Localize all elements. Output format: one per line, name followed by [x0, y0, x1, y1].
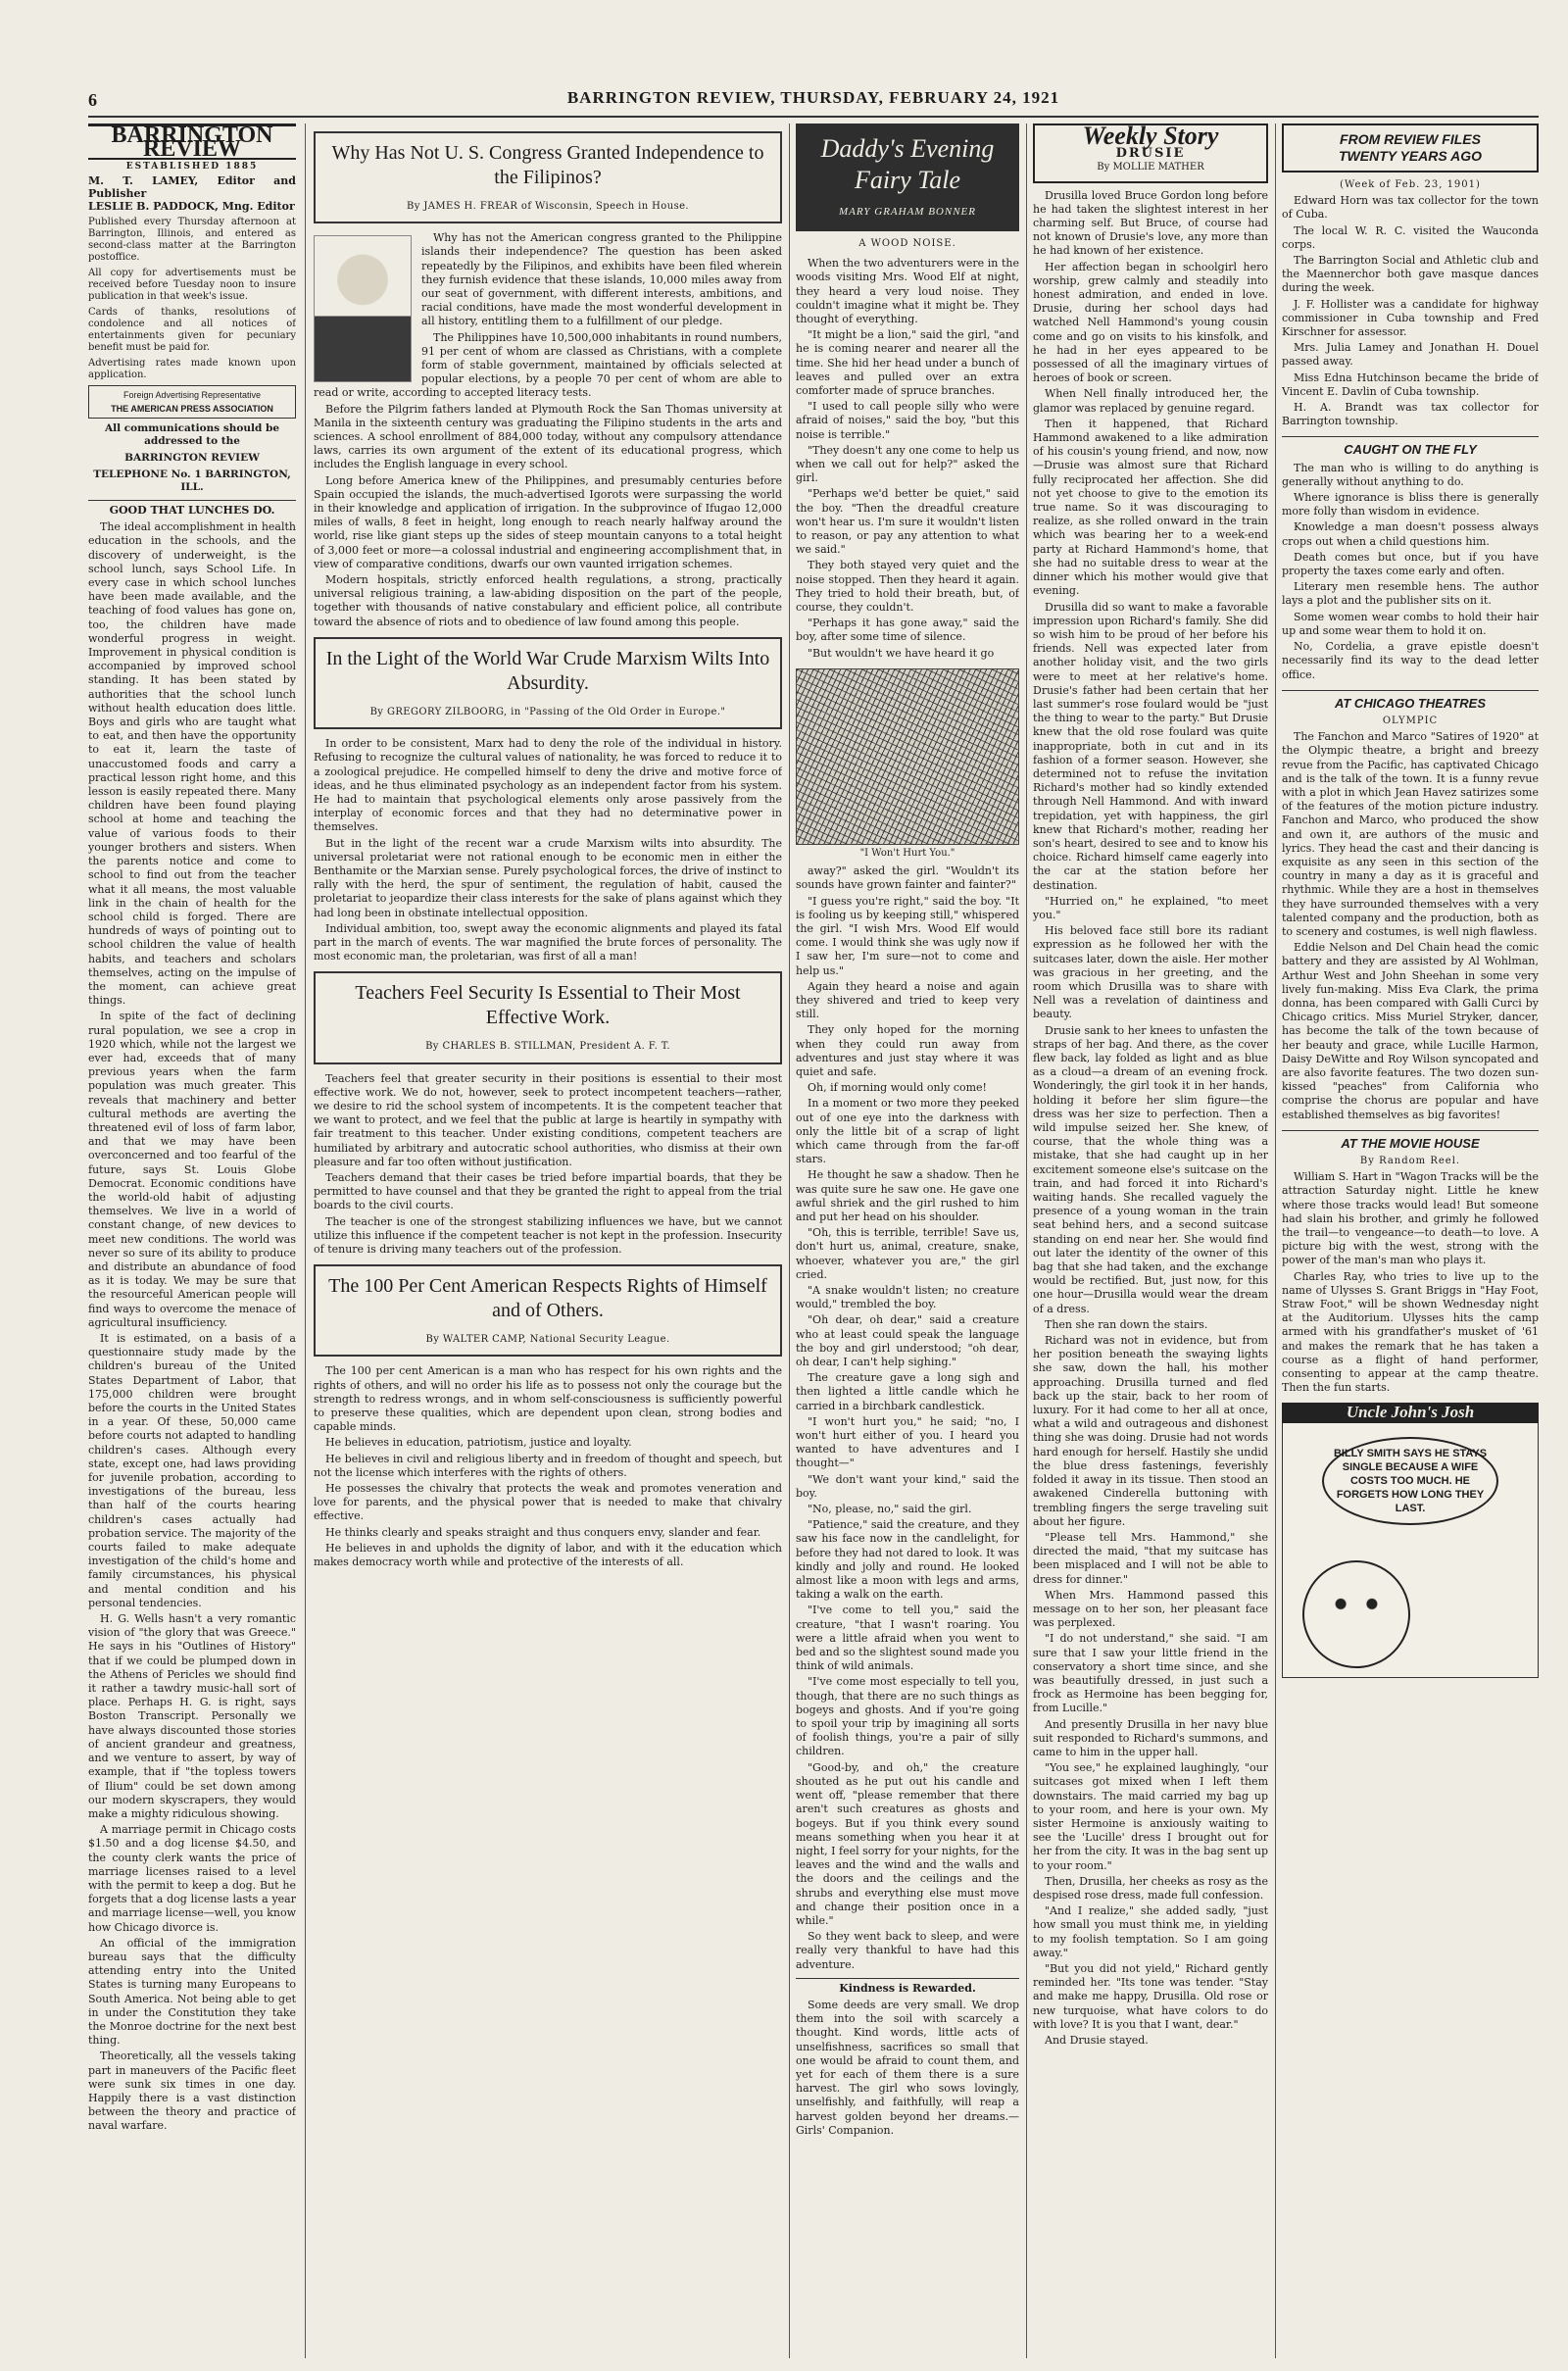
story-paragraph: The creature gave a long sigh and then lighted a little candle which he carried in a birchbark candlestick.	[796, 1371, 1019, 1412]
story-paragraph: "Oh dear, oh dear," said a creature who at least could speak the language the boy and girl understood; "oh dear, oh dear, I can't help sighing."	[796, 1313, 1019, 1368]
chicago-theatres-heading: AT CHICAGO THEATRES	[1282, 690, 1539, 711]
story-byline: By MOLLIE MATHER	[1097, 162, 1204, 173]
story-paragraph: "No, please, no," said the girl.	[808, 1503, 972, 1516]
story-paragraph: "It might be a lion," said the girl, "and he is coming nearer and nearer all the time. She hid her head under a bunch of leaves and pulled over an extra comforter made of spruce branches.	[796, 328, 1019, 398]
communications-line: BARRINGTON REVIEW	[124, 452, 260, 465]
author-portrait	[314, 235, 412, 382]
article-paragraph: Why has not the American congress granted to the Philippine islands their independence? The question has been asked repeatedly by the Filipinos, and exhibits have been filed wherein they furnish evidence that these islands, 10,000 miles away from our seat of government, with different interests, ambitions, and racial conditions, have made the most wonderful development in all history, entitling them to a fulfillment of our pledge.	[421, 231, 782, 328]
story-paragraph: Oh, if morning would only come!	[808, 1081, 987, 1095]
article-title: Why Has Not U. S. Congress Granted Independence to the Filipinos?	[331, 142, 764, 188]
article-headline-box	[314, 637, 782, 729]
story-paragraph: Then, Drusilla, her cheeks as rosy as the despised rose dress, made full confession.	[1033, 1874, 1268, 1902]
article-paragraph: He possesses the chivalry that protects the weak and promotes veneration and love for parents, and the physical power that is needed to make that chivalry effective.	[314, 1482, 782, 1523]
story-paragraph: away?" asked the girl. "Wouldn't its sounds have grown fainter and fainter?"	[796, 864, 1019, 892]
story-paragraph: "I guess you're right," said the boy. "It is fooling us by keeping still," whispered the girl. "I wish Mrs. Wood Elf would come. I would think she was ugly now if I saw her, I'm sure—not to come and help us."	[796, 894, 1019, 977]
quip-item: Where ignorance is bliss there is generally more folly than wisdom in evidence.	[1282, 491, 1539, 519]
story-paragraph: "I do not understand," she said. "I am sure that I saw your little friend in the conservatory a short time since, and she was beautifully dressed, in just such a frock as Hermoine has been begging for, from Lucille."	[1033, 1632, 1268, 1715]
files-item: The Barrington Social and Athletic club and the Maennerchor both gave masque dances during the week.	[1282, 254, 1539, 295]
story-paragraph: When the two adventurers were in the woods visiting Mrs. Wood Elf at night, they heard a very loud noise. They couldn't imagine what it might be. They thought of everything.	[796, 257, 1019, 326]
story-paragraph: And presently Drusilla in her navy blue suit responded to Richard's summons, and came to him in the upper hall.	[1033, 1717, 1268, 1758]
article-paragraph: Modern hospitals, strictly enforced health regulations, a strong, practically universal religious training, a law-abiding disposition on the part of the people, together with thousands of native constabulary and efficient police, all contribute toward the absence of riots and to obedience of law found among this people.	[314, 573, 782, 628]
copy-notice: All copy for advertisements must be received before Tuesday noon to insure publication in that week's issue.	[88, 267, 296, 302]
movie-house-heading: AT THE MOVIE HOUSE	[1282, 1130, 1539, 1151]
caught-on-fly-heading: CAUGHT ON THE FLY	[1282, 436, 1539, 457]
article-paragraph: He thinks clearly and speaks straight and thus conquers envy, slander and fear.	[325, 1525, 761, 1539]
article-byline: By WALTER CAMP, National Security League.	[425, 1334, 670, 1346]
story-paragraph: "A snake wouldn't listen; no creature would," trembled the boy.	[796, 1283, 1019, 1311]
cards-notice: Cards of thanks, resolutions of condolence and all notices of entertainments given for pecuniary benefit must be paid for.	[88, 306, 296, 353]
story-paragraph: Then it happened, that Richard Hammond awakened to a like admiration of his cousin's young friend, and now, now—Drusie was almost sure that Richard fully reciprocated her affection. She did not yet choose to give to the emotion its true name. So it was discouraging to realize, as she rolled onward in the train which was bearing her to a week-end party at Richard Hammond's home, that she had no suitable dress to wear at the dinner which his mother would give that evening.	[1033, 417, 1268, 598]
theatre-paragraph: The Fanchon and Marco "Satires of 1920" at the Olympic theatre, a bright and breezy revue from the Pacific, has captivated Chicago and is the talk of the town. It is a funny revue with a plot in which Jean Havez satirizes some of the features of the motion picture industry. Fanchon and Marco, who produced the show and own it, are authors of the music and lyrics. They head the cast and their dancing is exquisite as any seen in this section of the country in many a day as it is graceful and rhythmic. While they are a host in themselves they have surrounded themselves with a very talented company and the production, both as to scenery and costumes, is well nigh flawless.	[1282, 730, 1539, 938]
article-byline: By GREGORY ZILBOORG, in "Passing of the Old Order in Europe."	[369, 706, 726, 717]
page-header	[88, 88, 1539, 118]
article-paragraph: In order to be consistent, Marx had to deny the role of the individual in history. Refusing to recognize the cultural values of nationality, he was forced to reduce it to a zoological prejudice. He compelled himself to deny the drive and motive force of ideas, and he thus eliminated psychology as an independent factor from his system. He had to maintain that psychological elements only arose passively from the interplay of economic forces and that they had no determinative power in themselves.	[314, 737, 782, 834]
communications-line: All communications should be addressed to the	[104, 422, 280, 448]
story-paragraph: Drusie sank to her knees to unfasten the straps of her bag. And there, as the cover flew back, lay folded as light and as blue as a cloud—a dream of an evening frock. Wonderingly, the girl took it in her hands, holding it before her slim figure—the dress was her size to perfection. Then a wild impulse seized her. She knew, of course, that the whole thing was a mistake, that she had caught up in her excitement someone else's suitcase on the train, and had forced it into Richard's waiting hands. She recalled vaguely the presence of a young woman in the train seat behind hers, and a second suitcase standing on end near her. She would find out later the identity of the owner of this bag that she had taken, and the exchange would be rectified. But, just now, for this one hour—Drusilla would wear the dream of a dress.	[1033, 1023, 1268, 1315]
rates-notice: Advertising rates made known upon application.	[88, 357, 296, 380]
story-paragraph: Richard was not in evidence, but from her position beneath the swaying lights she saw, down the hall, his mother approaching. Drusilla turned and fled back up the stair, back to her room of luxury. For it had come to her all at once, what a wild and outrageous and dishonest thing she was doing. Drusie had not words hard enough for herself. Hastily she undid the blue dress fastenings, feverishly folded it away in its tissue. Then stood an awakened Cinderella buttoning with trembling fingers the serge traveling suit about her figure.	[1033, 1334, 1268, 1528]
article-headline-box	[314, 971, 782, 1063]
column-divider	[789, 123, 790, 2358]
story-paragraph: His beloved face still bore its radiant expression as he followed her with the suitcases later, down the aisle. Her mother was gracious in her greeting, and the room which Drusilla was to share with Nell was a revelation of daintiness and beauty.	[1033, 924, 1268, 1021]
files-item: Edward Horn was tax collector for the town of Cuba.	[1282, 194, 1539, 222]
article-paragraph: He believes in civil and religious liberty and in freedom of thought and speech, but not the license which interferes with the rights of others.	[314, 1452, 782, 1479]
week-label: (Week of Feb. 23, 1901)	[1340, 179, 1481, 190]
files-item: Mrs. Julia Lamey and Jonathan H. Douel passed away.	[1282, 341, 1539, 369]
story-name: DRUSIE	[1115, 146, 1186, 162]
header-rule	[88, 116, 1539, 118]
story-paragraph: "And I realize," she added sadly, "just how small you must think me, in yielding to my foolish temptation. So I am going away."	[1033, 1904, 1268, 1959]
files-item: Miss Edna Hutchinson became the bride of Vincent E. Davlin of Cuba township.	[1282, 370, 1539, 398]
article-byline: By CHARLES B. STILLMAN, President A. F. T.	[425, 1041, 670, 1053]
files-item: H. A. Brandt was tax collector for Barrington township.	[1282, 401, 1539, 428]
article-paragraph: But in the light of the recent war a crude Marxism wilts into absurdity. The universal proletariat were not rational enough to be economic men in either the Benthamite or the Marxian sense. Purely psychological forces, the drive of instinct to rally with the herd, the spur of sentiment, the regulation of habit, caused the proletariat to jeopardize their class interests for the sake of plans against which they had long been in obstinate intellectual opposition.	[314, 836, 782, 919]
ad-rep-name: THE AMERICAN PRESS ASSOCIATION	[111, 403, 273, 414]
story-paragraph: And Drusie stayed.	[1045, 2034, 1149, 2048]
article-title: Teachers Feel Security Is Essential to Their Most Effective Work.	[355, 982, 741, 1029]
quip-item: The man who is willing to do anything is generally without anything to do.	[1282, 461, 1539, 488]
communications-line: TELEPHONE No. 1 BARRINGTON, ILL.	[93, 469, 291, 494]
page-number: 6	[88, 90, 98, 110]
quip-item: Literary men resemble hens. The author lays a plot and the publisher sits on it.	[1282, 580, 1539, 608]
editor-line: M. T. LAMEY, Editor and Publisher	[88, 173, 296, 200]
story-paragraph: "But wouldn't we have heard it go	[808, 646, 995, 660]
quip-item: Knowledge a man doesn't possess always crops out when a child questions him.	[1282, 520, 1539, 548]
story-paragraph: "Good-by, and oh," the creature shouted as he put out his candle and went off, "please remember that there aren't such creatures as ghosts and bogeys. But if you think every sound means something when you hear it at night, I feel sorry for your nights, for the leaves and the wind and the walls and the doors and the ceilings and the shrubs and everything else must move and change their position once in a while."	[796, 1760, 1019, 1927]
quip-item: No, Cordelia, a grave epistle doesn't necessarily find its way to the dead letter office.	[1282, 640, 1539, 681]
editorial-paragraph: H. G. Wells hasn't a very romantic vision of "the glory that was Greece." He says in his "Outlines of History" that if we could be plumped down in the Athens of Pericles we should find it rather a tawdry music-hall sort of place. Perhaps H. G. is right, says Boston Transcript. Personally we have always discounted those stories of ancient grandeur and greatness, and we venture to assert, by way of example, that if "the topless towers of Ilium" could be set down among our modern skyscrapers, they would make a mighty ridiculous showing.	[88, 1612, 296, 1820]
story-paragraph: "They doesn't any one come to help us when we call out for help?" asked the girl.	[796, 443, 1019, 485]
cartoon-face-icon	[1302, 1560, 1410, 1668]
column-fairy-tale	[796, 123, 1019, 2358]
story-paragraph: When Nell finally introduced her, the glamor was replaced by genuine regard.	[1033, 387, 1268, 415]
established-line: ESTABLISHED 1885	[125, 162, 259, 173]
article-title: The 100 Per Cent American Respects Rights of Himself and of Others.	[328, 1275, 767, 1322]
story-paragraph: "Hurried on," he explained, "to meet you."	[1033, 894, 1268, 921]
header-title: BARRINGTON REVIEW, THURSDAY, FEBRUARY 24, 1921	[566, 88, 1060, 107]
movie-paragraph: William S. Hart in "Wagon Tracks will be the attraction Saturday night. Little he knew where those tracks would lead! But someone had slain his brother, and grimly he followed the trail—to vengeance—to death—to love. A picture big with the west, strong with the power of the man's man who plays it.	[1282, 1170, 1539, 1267]
article-title: In the Light of the World War Crude Marxism Wilts Into Absurdity.	[325, 647, 770, 694]
column-opinion	[314, 123, 782, 2358]
ad-rep-label: Foreign Advertising Representative	[122, 389, 262, 400]
illustration-caption: "I Won't Hurt You."	[859, 847, 956, 859]
editorial-paragraph: A marriage permit in Chicago costs $1.50 and a dog license $4.50, and the county clerk wants the price of marriage licenses raised to a level with the permit to keep a dog. But he forgets that a dog license lasts a year and marriage license—well, you know how Chicago divorce is.	[88, 1823, 296, 1934]
article-headline-box	[314, 1264, 782, 1357]
article-paragraph: Individual ambition, too, swept away the economic alignments and played its fatal part in the march of events. The war magnified the brute forces of personality. The most economic man, the proletarian, was first of all a man!	[314, 921, 782, 963]
article-paragraph: Before the Pilgrim fathers landed at Plymouth Rock the San Thomas university at Manila in the sixteenth century was graduating the Filipino students in the arts and sciences. A school enrollment of 884,000 today, without any compulsory attendance laws, carries its own argument of the extent of its educational progress, which includes the English language in every school.	[314, 402, 782, 471]
review-files-header	[1282, 123, 1539, 173]
cartoon-speech-bubble: BILLY SMITH SAYS HE STAYS SINGLE BECAUSE A WIFE COSTS TOO MUCH. HE FORGETS HOW LONG THEY LAST.	[1322, 1437, 1498, 1525]
story-paragraph: They only hoped for the morning when they could run away from adventures and just stay where it was quiet and safe.	[796, 1023, 1019, 1078]
ad-representative-box	[88, 385, 296, 419]
story-paragraph: In a moment or two more they peeked out of one eye into the darkness with only the little bit of a scrap of light which came through from the far-off stars.	[796, 1097, 1019, 1166]
article-paragraph: The teacher is one of the strongest stabilizing influences we have, but we cannot utilize this influence if the competent teacher is not kept in the profession. Insecurity of tenure is driving many teachers out of the profession.	[314, 1214, 782, 1256]
editorial-heading: GOOD THAT LUNCHES DO.	[88, 500, 296, 518]
story-paragraph: Drusilla did so want to make a favorable impression upon Richard's family. She did so wish him to be proud of her before his friends. Nell was expected later from another holiday visit, and the two girls were to meet at her relative's home. Drusie's father had been certain that her last summer's rose foulard would be "just the thing to wear to the party." But Drusie knew that the old rose foulard was quite inappropriate, both in cut and in its fashion of a former season. However, she determined not to refuse the invitation Richard's mother had so kindly extended through Nell Hammond. And with inward trepidation, yet with happiness, the girl knew that Richard's mother, reading her son's heart, desired to see and to know his choice. Richard himself came eagerly into the car at the station before her destination.	[1033, 600, 1268, 892]
movie-paragraph: Charles Ray, who tries to live up to the name of Ulysses S. Grant Briggs in "Hay Foot, Straw Foot," will be shown Wednesday night at the Auditorium. Ulysses hits the camp armed with his grandfather's musket of '61 and makes the remark that he has taken a course as a flight of hand performer, consenting to appear at the camp theatre. Then the fun starts.	[1282, 1269, 1539, 1395]
quip-item: Death comes but once, but if you have property the taxes come early and often.	[1282, 550, 1539, 578]
story-paragraph: Drusilla loved Bruce Gordon long before he had taken the slightest interest in her charming self. But Bruce, of course had not known of Drusie's love, any more than he had known of her existence.	[1033, 188, 1268, 258]
movie-byline: By Random Reel.	[1359, 1156, 1461, 1166]
story-illustration	[796, 668, 1019, 845]
story-paragraph: So they went back to sleep, and were really very thankful to have had this adventure.	[796, 1930, 1019, 1971]
quip-item: Some women wear combs to hold their hair up and some wear them to hold it on.	[1282, 610, 1539, 637]
editor-line: LESLIE B. PADDOCK, Mng. Editor	[88, 199, 295, 213]
article-byline: By JAMES H. FREAR of Wisconsin, Speech in House.	[406, 201, 689, 212]
article-paragraph: Teachers demand that their cases be tried before impartial boards, that they be permitted to have counsel and that they be granted the right to appeal from the trial boards to the civil courts.	[314, 1170, 782, 1212]
story-paragraph: Again they heard a noise and again they shivered and tried to keep very still.	[796, 979, 1019, 1021]
theatre-name: OLYMPIC	[1382, 715, 1439, 726]
story-paragraph: "You see," he explained laughingly, "our suitcases got mixed when I left them downstairs. The maid carried my bag up to your room, and here is your own. My sister Hermoine is anxiously waiting to see the 'Lucille' dress I brought out for her from the city. It was in the bag sent up to your room."	[1033, 1761, 1268, 1872]
review-files-title: FROM REVIEW FILES	[1340, 131, 1481, 147]
article-paragraph: The Philippines have 10,500,000 inhabitants in round numbers, 91 per cent of whom are classed as Christians, with a complete form of stable government, maintained by officials selected at popular elections, by a people 70 per cent of whom are able to read or write, according to accepted literacy tests.	[314, 330, 782, 400]
article-paragraph: He believes in education, patriotism, justice and loyalty.	[325, 1436, 632, 1450]
column-divider	[305, 123, 306, 2358]
story-paragraph: "But you did not yield," Richard gently reminded her. "Its tone was tender. "Stay and make me happy, Drusilla. Old rose or new turquoise, what have colors to do with love? It is you that I want, dear."	[1033, 1962, 1268, 2031]
editorial-paragraph: In spite of the fact of declining rural population, we see a crop in 1920 which, while not the largest we ever had, exceeds that of many previous years when the farm population was much greater. This reveals that machinery and better cultural methods are averting the threatened evil of loss of farm labor, and that we may have been overconcerned and too fearful of the future, says St. Louis Globe Democrat. Economic conditions have the world-old habit of adjusting themselves. We live in a world of constant change, of new devices to meet new conditions. The world was never so sure of its ability to produce and distribute an abundance of food as it is today. We may be sure that the resourceful American people will find ways to overcome the menace of agricultural insufficiency.	[88, 1010, 296, 1329]
fairy-tale-banner	[796, 123, 1019, 231]
story-paragraph: He thought he saw a shadow. Then he was quite sure he saw one. He gave one awful shriek and the girl rushed to him and put her head on his shoulder.	[796, 1168, 1019, 1223]
story-paragraph: "I've come to tell you," said the creature, "that I wasn't roaring. You were a little afraid when you went to bed and so the slightest sound made you think of wild animals.	[796, 1604, 1019, 1673]
story-paragraph: "Perhaps we'd better be quiet," said the boy. "Then the dreadful creature won't hear us. I'm sure it wouldn't listen to reason, or pay any attention to what we said."	[796, 487, 1019, 557]
article-paragraph: Long before America knew of the Philippines, and presumably centuries before Spain occupied the islands, the much-advertised Igorots were surpassing the world in their knowledge and application of irrigation. In the subprovince of Ifugao 12,000 miles of walls, 8 feet in height, long enough to reach nearly halfway around the world, rise like giant steps up the sides of steep mountain canyons to a total height of 3,000 feet or more—a colossal industrial and engineering accomplishment that, in view of comparative conditions, dwarfs our own vaunted irrigation schemes.	[314, 473, 782, 570]
story-paragraph: "Please tell Mrs. Hammond," she directed the maid, "that my suitcase has been misplaced and I will not be able to dress for dinner."	[1033, 1530, 1268, 1586]
editorial-paragraph: The ideal accomplishment in health education in the schools, and the discovery of underweight, is the school lunch, says School Life. In every case in which school lunches have been made available, and the teaching of food values has gone on, too, the children have made wonderful progress in weight. Improvement in physical condition is accompanied by improved school standing. It has been stated by authorities that the school lunch without health education does little. Boys and girls who are taught what to eat, and then have the opportunity to eat it, learn the taste of unaccustomed foods and carry a practical lesson right home, and this lesson is easily repeated there. Many children have been found playing school at home and teaching the value of various foods to their younger brothers and sisters. When the parents notice and come to school to find out from the teacher what it all means, the most valuable link in the chain of health for the school child is forged. There are hundreds of ways of pointing out to school children the value of health habits, and teachers and scholars themselves, acting on the impulse of the moment, can achieve great things.	[88, 520, 296, 1008]
story-paragraph: "I won't hurt you," he said; "no, I won't hurt either of you. I heard you wanted to have adventures and I thought—"	[796, 1414, 1019, 1470]
theatre-paragraph: Eddie Nelson and Del Chain head the comic battery and they are assisted by Al Wohlman, Arthur West and John Sheehan in some very lively fun-making. Miss Eva Clark, the prima donna, has been compared with Galli Curci by Chicago critics. Miss Muriel Stryker, dancer, has become the talk of the town because of her beauty and grace, while Lucille Harmon, Daisy DeWitte and Roy Wilson syncopated and are also favorite features. The two dozen sun-kissed "peaches" from California who comprise the chorus are popular and have established themselves as big favorites!	[1282, 941, 1539, 1121]
story-paragraph: "We don't want your kind," said the boy.	[796, 1472, 1019, 1500]
files-item: The local W. R. C. visited the Wauconda corps.	[1282, 223, 1539, 251]
editorial-paragraph: An official of the immigration bureau says that the difficulty attending entry into the United States is turning many Europeans to South America. Not being able to get in under the Constitution they take the Monroe doctrine for the next best thing.	[88, 1936, 296, 2048]
story-paragraph: "Patience," said the creature, and they saw his face now in the candlelight, for before they had not dared to look. It was kindly and jolly and round. He looked almost like a moon with legs and arms, taking a walk on the earth.	[796, 1518, 1019, 1602]
column-divider	[1026, 123, 1027, 2358]
article-paragraph: He believes in and upholds the dignity of labor, and with it the education which makes democracy worth while and protective of the interests of all.	[314, 1541, 782, 1569]
nameplate: BARRINGTON REVIEW	[88, 123, 296, 160]
fairy-tale-banner-title: Daddy's Evening Fairy Tale	[820, 134, 995, 194]
column-features	[1282, 123, 1539, 2358]
story-paragraph: When Mrs. Hammond passed this message on to her son, her pleasant face was perplexed.	[1033, 1588, 1268, 1630]
weekly-story-header	[1033, 123, 1268, 183]
story-paragraph: They both stayed very quiet and the noise stopped. Then they heard it again. They tried to hold their breath, but, of course, they couldn't.	[796, 559, 1019, 615]
story-paragraph: Her affection began in schoolgirl hero worship, grew calmly and steadily into honest admiration, and ended in love. Drusie, during her school days had watched Nell Hammond's young cousin come and go on visits to his kinsfolk, and he had in her eyes appeared to be possessed of all the imaginary virtues of heroes of book or screen.	[1033, 260, 1268, 385]
cartoon-title: Uncle John's Josh	[1282, 1403, 1539, 1422]
publication-notice: Published every Thursday afternoon at Barrington, Illinois, and entered as second-class matter at the Barrington postoffice.	[88, 216, 296, 263]
story-paragraph: "Perhaps it has gone away," said the boy, after some time of silence.	[796, 617, 1019, 644]
kindness-heading: Kindness is Rewarded.	[796, 1978, 1019, 1996]
story-paragraph: "I've come most especially to tell you, though, that there are no such things as bogeys and ghosts. And if you're going to spoil your trip by imagining all sorts of foolish things, you're a pair of silly children.	[796, 1675, 1019, 1758]
article-paragraph: The 100 per cent American is a man who has respect for his own rights and the rights of others, and will no order his life as to possess not only the courage but the strength to redress wrongs, and in whom self-consciousness is sufficiently powerful to preserve these qualities, which are dependent upon clean, strong bodies and capable minds.	[314, 1364, 782, 1434]
review-files-subtitle: TWENTY YEARS AGO	[1339, 148, 1482, 164]
editorial-paragraph: Theoretically, all the vessels taking part in maneuvers of the Pacific fleet were sunk six times in one day. Happily there is a vast distinction between the theory and practice of naval warfare.	[88, 2050, 296, 2133]
article-paragraph: Teachers feel that greater security in their positions is essential to their most effective work. We do not, however, seek to protect incompetent teachers—rather, we desire to rid the school system of incompetents. It is the competent teacher that we want to protect, and we feel that the public at large is heartily in sympathy with fair treatment to this teacher. Under existing conditions, competent teachers are humiliated by arbitrary and autocratic school authorities, who dismiss at their own pleasure and far too often without justification.	[314, 1071, 782, 1168]
weekly-story-title: Weekly Story	[1082, 123, 1219, 150]
story-paragraph: Then she ran down the stairs.	[1045, 1317, 1208, 1331]
article-headline-box	[314, 131, 782, 223]
column-weekly-story	[1033, 123, 1268, 2358]
kindness-paragraph: Some deeds are very small. We drop them into the soil with scarcely a thought. Kind words, little acts of unselfishness, sacrifices so small that one would be afraid to count them, and yet for each of them there is a sure harvest. The girl who sows lovingly, unselfishly, and faithfully, will reap a harvest golden beyond her dreams.—Girls' Companion.	[796, 1998, 1019, 2137]
editorial-paragraph: It is estimated, on a basis of a questionnaire study made by the children's bureau of the United States Department of Labor, that 175,000 children were brought before the courts in the United States in a year. Of these, 50,000 came before courts not adapted to handling children's cases. Although every state, except one, had laws providing for juvenile probation, according to investigations of the bureau, less than half of the courts hearing children's cases actually had probation service. The majority of the courts failed to make adequate investigation of the child's home and family circumstances, his physical and mental condition and his personal tendencies.	[88, 1332, 296, 1609]
column-editorial	[88, 123, 296, 2358]
story-paragraph: "Oh, this is terrible, terrible! Save us, don't hurt us, animal, creature, snake, whoever, whatever you are," the girl cried.	[796, 1226, 1019, 1281]
files-item: J. F. Hollister was a candidate for highway commissioner in Cuba township and Fred Kirschner for assessor.	[1282, 297, 1539, 339]
cartoon-panel	[1282, 1423, 1539, 1678]
story-paragraph: "I used to call people silly who were afraid of noises," said the boy, "but this noise is terrible."	[796, 400, 1019, 441]
fairy-tale-author: MARY GRAHAM BONNER	[838, 206, 976, 218]
column-divider	[1275, 123, 1276, 2358]
story-title: A WOOD NOISE.	[858, 238, 956, 249]
